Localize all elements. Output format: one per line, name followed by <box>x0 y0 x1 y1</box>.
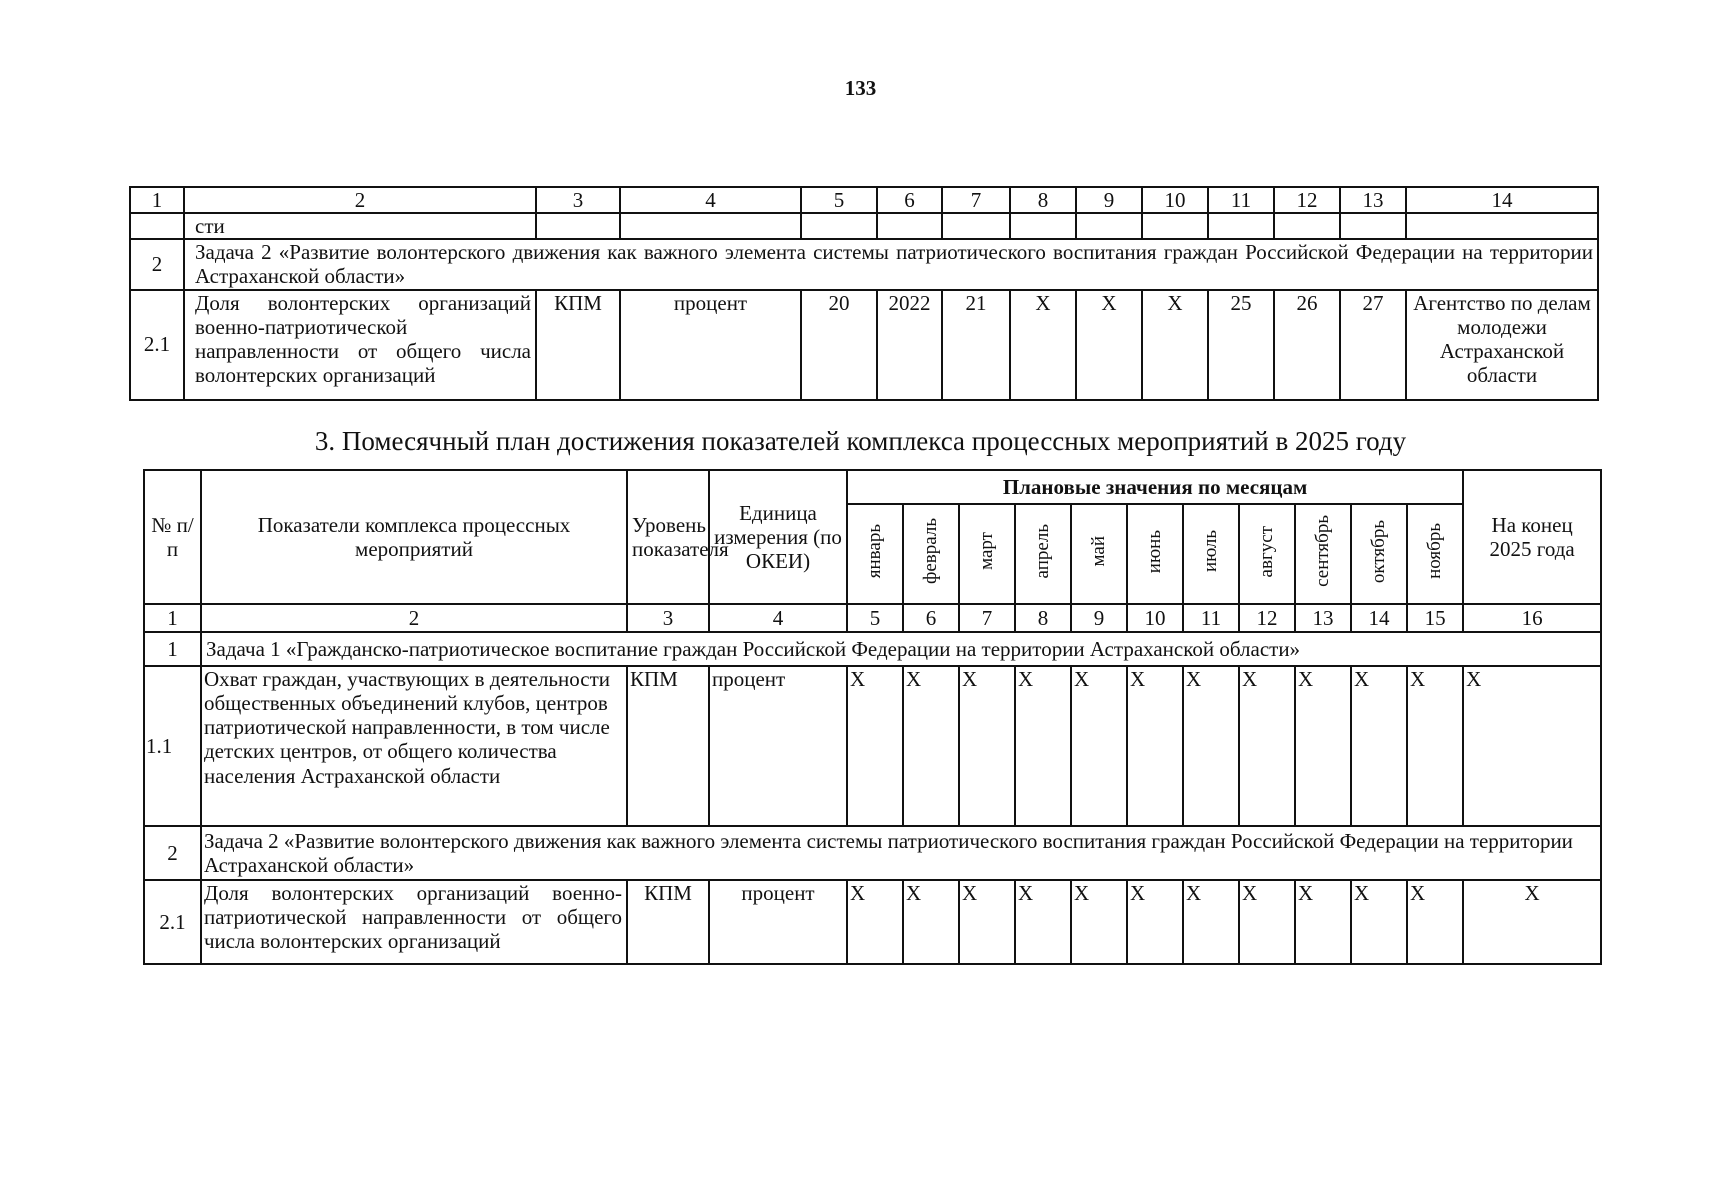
col-number: 7 <box>942 187 1010 213</box>
col-number: 5 <box>801 187 877 213</box>
month-label: июнь <box>1144 529 1166 574</box>
indicator-value: 25 <box>1208 290 1274 400</box>
col-number: 6 <box>877 187 942 213</box>
indicator-value: 27 <box>1340 290 1406 400</box>
month-header <box>1239 504 1295 604</box>
col-number: 1 <box>144 604 201 632</box>
task-text: Задача 2 «Развитие волонтерского движения как важного элемента системы патриотического воспитания граждан Российской Федерации на территории Астраханской области» <box>184 239 1598 289</box>
task-number: 2 <box>144 826 201 880</box>
base-value: 20 <box>801 290 877 400</box>
indicator-value: 26 <box>1274 290 1340 400</box>
indicator-level: КПМ <box>536 290 620 400</box>
continuation-table <box>129 186 1599 401</box>
indicator-number: 2.1 <box>144 880 201 964</box>
indicator-number: 2.1 <box>130 290 184 400</box>
indicator-value: X <box>1010 290 1076 400</box>
month-header <box>1015 504 1071 604</box>
col-number: 13 <box>1340 187 1406 213</box>
month-label: март <box>976 532 998 571</box>
col-number: 5 <box>847 604 903 632</box>
col-number: 14 <box>1351 604 1407 632</box>
month-header <box>847 504 903 604</box>
col-number: 11 <box>1208 187 1274 213</box>
month-value: X <box>903 666 959 826</box>
header-monthly-group: Плановые значения по месяцам <box>847 470 1463 504</box>
month-label: август <box>1256 525 1278 578</box>
year-end-value: X <box>1463 666 1601 826</box>
month-value: X <box>1015 880 1071 964</box>
col-number: 9 <box>1076 187 1142 213</box>
col-number: 10 <box>1127 604 1183 632</box>
task-row <box>144 632 1601 666</box>
header-level: Уровень показателя <box>627 470 709 604</box>
month-value: X <box>1127 666 1183 826</box>
month-label: май <box>1088 536 1110 567</box>
month-header <box>1127 504 1183 604</box>
month-header <box>903 504 959 604</box>
col-number: 16 <box>1463 604 1601 632</box>
month-label: ноябрь <box>1424 523 1446 580</box>
month-value: X <box>959 666 1015 826</box>
continuation-row <box>130 213 1598 239</box>
indicator-value: X <box>1142 290 1208 400</box>
col-number: 13 <box>1295 604 1351 632</box>
responsible-org: Агентство по делам молодежи Астраханской области <box>1406 290 1598 400</box>
col-number: 8 <box>1010 187 1076 213</box>
col-number: 1 <box>130 187 184 213</box>
month-label: октябрь <box>1368 519 1390 583</box>
col-number: 14 <box>1406 187 1598 213</box>
month-value: X <box>847 880 903 964</box>
indicator-name: Доля волонтерских организаций военно-патриотической направленности от общего числа волонтерских организаций <box>201 880 627 964</box>
month-value: X <box>1015 666 1071 826</box>
column-number-row <box>144 604 1601 632</box>
month-label: февраль <box>920 518 942 585</box>
month-header <box>1295 504 1351 604</box>
month-label: январь <box>864 524 886 579</box>
indicator-unit: процент <box>620 290 801 400</box>
monthly-plan-table <box>143 469 1602 965</box>
indicator-level: КПМ <box>627 880 709 964</box>
col-number: 7 <box>959 604 1015 632</box>
month-value: X <box>903 880 959 964</box>
col-number: 8 <box>1015 604 1071 632</box>
month-value: X <box>1239 880 1295 964</box>
month-value: X <box>1407 880 1463 964</box>
month-header <box>1071 504 1127 604</box>
month-value: X <box>1183 880 1239 964</box>
col-number: 2 <box>201 604 627 632</box>
month-value: X <box>1407 666 1463 826</box>
year-end-value: X <box>1463 880 1601 964</box>
section-title: 3. Помесячный план достижения показателей комплекса процессных мероприятий в 2025 году <box>314 426 1407 456</box>
month-header <box>1351 504 1407 604</box>
month-header <box>1407 504 1463 604</box>
month-label: сентябрь <box>1312 515 1334 588</box>
indicator-name: Доля волонтерских организаций военно-патриотической направленности от общего числа волонтерских организаций <box>184 290 536 400</box>
indicator-level: КПМ <box>627 666 709 826</box>
indicator-unit: процент <box>709 880 847 964</box>
header-num: № п/п <box>144 470 201 604</box>
month-value: X <box>1183 666 1239 826</box>
month-label: апрель <box>1032 524 1054 579</box>
month-value: X <box>1295 666 1351 826</box>
col-number: 9 <box>1071 604 1127 632</box>
header-row-1 <box>144 470 1601 504</box>
col-number: 4 <box>709 604 847 632</box>
header-year-end: На конец 2025 года <box>1463 470 1601 604</box>
header-indicator: Показатели комплекса процессных мероприятий <box>201 470 627 604</box>
month-value: X <box>1127 880 1183 964</box>
indicator-row <box>144 666 1601 826</box>
month-value: X <box>1071 880 1127 964</box>
indicator-unit: процент <box>709 666 847 826</box>
header-unit: Единица измерения (по ОКЕИ) <box>709 470 847 604</box>
task-row <box>130 239 1598 289</box>
base-year: 2022 <box>877 290 942 400</box>
task-number: 2 <box>130 239 184 289</box>
col-number: 2 <box>184 187 536 213</box>
task-text: Задача 2 «Развитие волонтерского движения как важного элемента системы патриотического воспитания граждан Российской Федерации на территории Астраханской области» <box>201 826 1601 880</box>
month-value: X <box>959 880 1015 964</box>
month-header <box>959 504 1015 604</box>
indicator-row <box>130 290 1598 400</box>
indicator-number: 1.1 <box>144 666 201 826</box>
indicator-value: X <box>1076 290 1142 400</box>
month-value: X <box>1351 880 1407 964</box>
col-number: 11 <box>1183 604 1239 632</box>
col-number: 3 <box>536 187 620 213</box>
month-label: июль <box>1200 530 1222 573</box>
column-number-row <box>130 187 1598 213</box>
month-header <box>1183 504 1239 604</box>
month-value: X <box>847 666 903 826</box>
task-text: Задача 1 «Гражданско-патриотическое воспитание граждан Российской Федерации на территории Астраханской области» <box>201 632 1601 666</box>
month-value: X <box>1239 666 1295 826</box>
indicator-row <box>144 880 1601 964</box>
page-number: 133 <box>844 76 877 100</box>
col-number: 10 <box>1142 187 1208 213</box>
indicator-name: Охват граждан, участвующих в деятельности общественных объединений клубов, центров патриотической направленности, в том числе детских центров, от общего количества населения Астраханской области <box>201 666 627 826</box>
col-number: 12 <box>1274 187 1340 213</box>
task-number: 1 <box>144 632 201 666</box>
task-row <box>144 826 1601 880</box>
month-value: X <box>1351 666 1407 826</box>
col-number: 4 <box>620 187 801 213</box>
col-number: 12 <box>1239 604 1295 632</box>
month-value: X <box>1071 666 1127 826</box>
indicator-value: 21 <box>942 290 1010 400</box>
col-number: 15 <box>1407 604 1463 632</box>
col-number: 3 <box>627 604 709 632</box>
continuation-text: сти <box>184 213 536 239</box>
month-value: X <box>1295 880 1351 964</box>
col-number: 6 <box>903 604 959 632</box>
